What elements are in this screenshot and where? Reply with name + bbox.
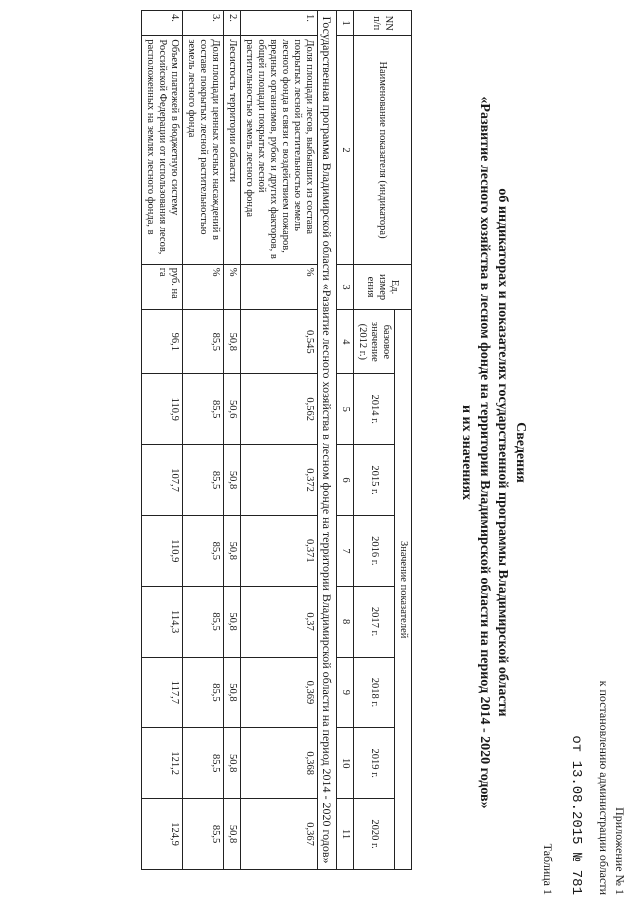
header-nn: NN п/п	[354, 11, 412, 36]
row-value: 110,9	[142, 374, 183, 445]
header-year: 2020 г.	[354, 799, 395, 870]
row-value: 121,2	[142, 728, 183, 799]
row-name: Доля площади ценных лесных насаждений в составе покрытых лесной растительностью земель лесного фонда	[183, 36, 224, 264]
row-unit: %	[224, 264, 241, 310]
column-numbers-row	[337, 11, 354, 870]
col-number: 5	[337, 374, 354, 445]
row-value: 0,368	[241, 728, 318, 799]
title-line-4: и их значениях	[459, 404, 474, 501]
row-name: Доля площади лесов, выбывших из состава покрытых лесной растительностью земель лесного фонда в связи с воздействием пожаров, вредных организмов, рубок и других факторов, в общей площади покрытых лесной растительностью земель лесного фонда	[241, 36, 318, 264]
program-row: Государственная программа Владимирской области «Развитие лесного хозяйства в лесном фонде на территории Владимирской области на период 2014 - 2020 годов»	[318, 11, 337, 870]
header-year: 2015 г.	[354, 445, 395, 516]
row-value: 124,9	[142, 799, 183, 870]
col-number: 10	[337, 728, 354, 799]
row-value: 85,5	[183, 586, 224, 657]
header-year: 2014 г.	[354, 374, 395, 445]
row-value: 50,8	[224, 799, 241, 870]
row-nn: 2.	[224, 11, 241, 36]
row-value: 0,371	[241, 515, 318, 586]
header-year: 2019 г.	[354, 728, 395, 799]
row-value: 114,3	[142, 586, 183, 657]
row-value: 85,5	[183, 374, 224, 445]
header-name: Наименование показателя (индикатора)	[354, 36, 412, 264]
row-nn: 3.	[183, 11, 224, 36]
row-value: 96,1	[142, 310, 183, 374]
row-value: 117,7	[142, 657, 183, 728]
decree-label: к постановлению администрации области	[597, 680, 611, 895]
col-number: 1	[337, 11, 354, 36]
row-value: 0,367	[241, 799, 318, 870]
date-line: от 13.08.2015 № 781	[568, 735, 584, 895]
row-nn: 4.	[142, 11, 183, 36]
row-value: 50,8	[224, 445, 241, 516]
row-value: 85,5	[183, 310, 224, 374]
row-value: 85,5	[183, 515, 224, 586]
header-base: базовое значение (2012 г.)	[354, 310, 395, 374]
row-unit: руб. на га	[142, 264, 183, 310]
appendix-label: Приложение № 1	[613, 807, 627, 895]
row-value: 50,8	[224, 586, 241, 657]
col-number: 9	[337, 657, 354, 728]
row-value: 107,7	[142, 445, 183, 516]
table-row	[142, 11, 183, 870]
row-value: 0,372	[241, 445, 318, 516]
col-number: 4	[337, 310, 354, 374]
row-value: 50,8	[224, 515, 241, 586]
col-number: 11	[337, 799, 354, 870]
header-year: 2018 г.	[354, 657, 395, 728]
header-values: Значение показателей	[395, 310, 412, 870]
row-value: 50,6	[224, 374, 241, 445]
col-number: 2	[337, 36, 354, 264]
row-name: Объем платежей в бюджетную систему Российской Федерации от использования лесов, расположенных на землях лесного фонда, в	[142, 36, 183, 264]
row-value: 0,545	[241, 310, 318, 374]
row-value: 110,9	[142, 515, 183, 586]
row-value: 85,5	[183, 799, 224, 870]
row-unit: %	[241, 264, 318, 310]
title-line-1: Сведения	[513, 422, 528, 483]
header-year: 2016 г.	[354, 515, 395, 586]
header-year: 2017 г.	[354, 586, 395, 657]
row-nn: 1.	[241, 11, 318, 36]
col-number: 6	[337, 445, 354, 516]
row-value: 50,8	[224, 310, 241, 374]
row-value: 50,8	[224, 657, 241, 728]
table-row	[224, 11, 241, 870]
title-line-2: об индикаторах и показателях государственной программы Владимирской области	[495, 188, 510, 717]
row-value: 85,5	[183, 445, 224, 516]
row-value: 85,5	[183, 728, 224, 799]
table-row	[183, 11, 224, 870]
table-label: Таблица 1	[541, 843, 555, 895]
header-unit: Ед. измер ения	[354, 264, 412, 310]
col-number: 8	[337, 586, 354, 657]
col-number: 7	[337, 515, 354, 586]
row-unit: %	[183, 264, 224, 310]
table-row	[241, 11, 318, 870]
row-value: 0,562	[241, 374, 318, 445]
indicators-table	[141, 10, 412, 870]
row-value: 0,369	[241, 657, 318, 728]
col-number: 3	[337, 264, 354, 310]
row-name: Лесистость территории области	[224, 36, 241, 264]
title-line-3: «Развитие лесного хозяйства в лесном фонде на территории Владимирской области на период 2014 - 2020 годов»	[477, 96, 492, 809]
row-value: 85,5	[183, 657, 224, 728]
row-value: 0,37	[241, 586, 318, 657]
row-value: 50,8	[224, 728, 241, 799]
